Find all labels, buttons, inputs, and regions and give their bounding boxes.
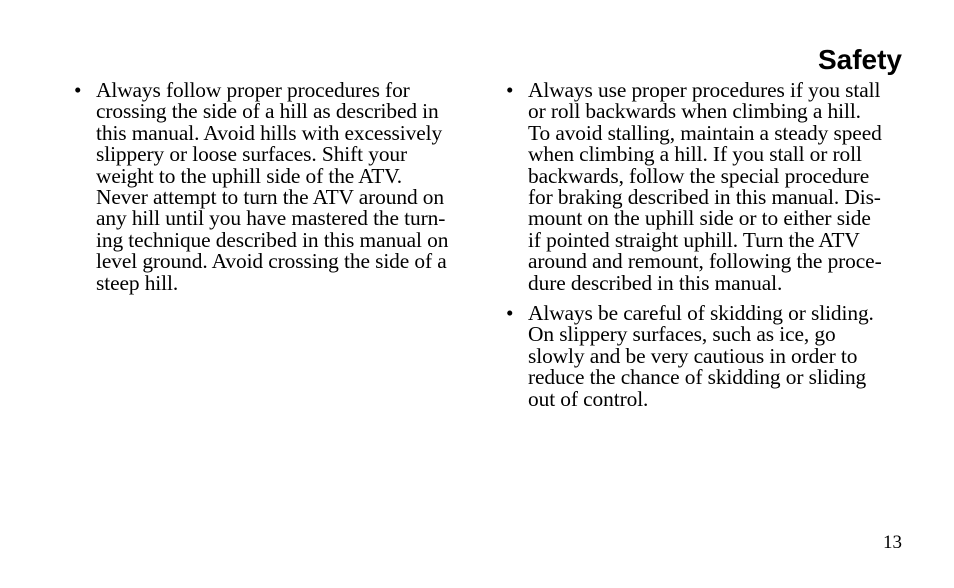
right-column	[506, 80, 908, 419]
bullet-marker: •	[74, 78, 82, 102]
text-line: or roll backwards when climbing a hill.	[528, 99, 861, 124]
text-line: level ground. Avoid crossing the side of a	[96, 249, 447, 274]
text-line: ing technique described in this manual on	[96, 227, 449, 252]
text-line: weight to the uphill side of the ATV.	[96, 163, 403, 188]
text-line: out of control.	[528, 386, 649, 411]
bullet-marker: •	[506, 301, 514, 326]
text-line: Always use proper procedures if you stall	[528, 78, 881, 102]
text-line: On slippery surfaces, such as ice, go	[528, 322, 836, 347]
text-line: slippery or loose surfaces. Shift your	[96, 142, 408, 167]
text-line: for braking described in this manual. Dis-	[528, 185, 881, 210]
page-number: 13	[883, 532, 902, 553]
left-column	[74, 80, 470, 303]
text-line: Always be careful of skidding or sliding.	[528, 301, 874, 326]
bullet-item	[506, 303, 908, 410]
text-line: slowly and be very cautious in order to	[528, 343, 858, 368]
text-line: when climbing a hill. If you stall or roll	[528, 142, 862, 167]
text-line: any hill until you have mastered the turn-	[96, 206, 446, 231]
text-line: Never attempt to turn the ATV around on	[96, 185, 444, 210]
text-line: To avoid stalling, maintain a steady speed	[528, 120, 882, 145]
bullet-marker: •	[506, 78, 514, 102]
text-line: this manual. Avoid hills with excessively	[96, 120, 443, 145]
text-line: mount on the uphill side or to either side	[528, 206, 871, 231]
section-title: Safety	[817, 44, 902, 75]
text-line: around and remount, following the proce-	[528, 249, 882, 274]
text-line: steep hill.	[96, 270, 179, 295]
text-line: reduce the chance of skidding or sliding	[528, 365, 867, 390]
text-line: if pointed straight uphill. Turn the ATV	[528, 227, 860, 252]
text-line: Always follow proper procedures for	[96, 78, 410, 102]
bullet-item	[74, 80, 470, 294]
text-line: backwards, follow the special procedure	[528, 163, 870, 188]
text-line: crossing the side of a hill as described in	[96, 99, 439, 124]
bullet-item	[506, 80, 908, 294]
text-line: dure described in this manual.	[528, 270, 783, 295]
